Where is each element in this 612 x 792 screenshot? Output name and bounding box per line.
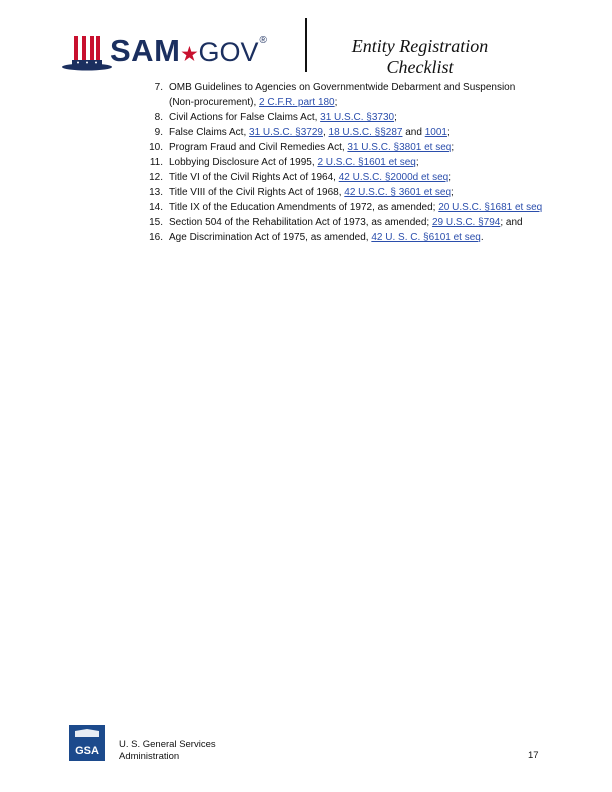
list-item-tail: ; [448,172,452,183]
list-item-number: 11. [149,157,163,168]
list-item-text: Program Fraud and Civil Remedies Act, [169,142,348,153]
list-item [145,140,565,155]
list-item-separator: and [402,127,425,138]
document-title [320,36,520,78]
list-item [145,110,565,125]
list-item-number: 9. [154,127,163,138]
org-line-2: Administration [119,751,180,762]
list-item-number: 10. [149,142,163,153]
list-item-tail: . [480,232,484,243]
list-item-tail: ; [451,142,455,153]
list-item-text: Title IX of the Education Amendments of 1972, as amended; [169,202,439,213]
list-item-text: Age Discrimination Act of 1975, as amended, [169,232,372,243]
list-item [145,125,565,140]
list-item-number: 12. [149,172,163,183]
list-item-number: 14. [149,202,163,213]
title-line-2: Checklist [386,57,454,77]
list-item-tail: ; [394,112,397,123]
citation-link[interactable]: 18 U.S.C. §§287 [328,127,403,138]
gsa-logo-icon [69,725,105,761]
list-item [145,155,565,170]
citation-link[interactable]: 42 U. S. C. §6101 et seq [371,232,481,243]
citation-link[interactable]: 2 C.F.R. part 180 [259,97,335,108]
list-item-line: OMB Guidelines to Agencies on Governmentwide Debarment and Suspension [169,82,516,93]
footer-organization [119,739,216,763]
list-item-text: Title VIII of the Civil Rights Act of 1968, [169,187,345,198]
header-divider [305,18,307,72]
logo-registered-mark: ® [259,35,267,46]
list-item-number: 13. [149,187,163,198]
citation-link[interactable]: 31 U.S.C. §3729 [249,127,323,138]
list-item [145,80,565,110]
authorities-list [145,80,565,245]
list-item-separator: , [322,127,329,138]
list-item-tail: ; and [500,217,523,228]
citation-link[interactable]: 20 U.S.C. §1681 et seq [438,202,543,213]
logo-star-icon: ★ [181,44,198,64]
title-line-1: Entity Registration [351,36,489,56]
list-item [145,185,565,200]
list-item-tail: ; [446,127,450,138]
list-item-text: Section 504 of the Rehabilitation Act of 1973, as amended; [169,217,432,228]
citation-link[interactable]: 29 U.S.C. §794 [431,217,501,228]
list-item [145,170,565,185]
list-item-tail: ; [451,187,454,198]
list-item [145,230,565,245]
citation-link[interactable]: 31 U.S.C. §3730 [320,112,395,123]
list-item [145,200,565,215]
list-item-number: 7. [154,82,163,93]
list-item [145,215,565,230]
citation-link[interactable]: 42 U.S.C. §2000d et seq [338,172,449,183]
list-item-text: Civil Actions for False Claims Act, [169,112,321,123]
org-line-1: U. S. General Services [119,739,216,750]
citation-link[interactable]: 42 U.S.C. § 3601 et seq [344,187,451,198]
citation-link[interactable]: 1001 [424,127,447,138]
logo-gov: GOV [198,37,259,67]
list-item-number: 15. [149,217,163,228]
sam-gov-logo-text [110,33,266,69]
list-item-tail: ; [334,97,338,108]
gsa-logo-text: GSA [75,745,99,757]
page-number: 17 [528,750,539,761]
list-item-number: 16. [149,232,163,243]
list-item-line: (Non-procurement), [169,97,260,108]
list-item-text: False Claims Act, [169,127,250,138]
citation-link[interactable]: 31 U.S.C. §3801 et seq [347,142,452,153]
list-item-number: 8. [154,112,163,123]
list-item-tail: ; [415,157,419,168]
list-item-text [169,80,515,110]
list-item-text: Title VI of the Civil Rights Act of 1964, [169,172,339,183]
logo-sam: SAM [110,33,181,68]
citation-link[interactable]: 2 U.S.C. §1601 et seq [317,157,416,168]
list-item-text: Lobbying Disclosure Act of 1995, [169,157,318,168]
